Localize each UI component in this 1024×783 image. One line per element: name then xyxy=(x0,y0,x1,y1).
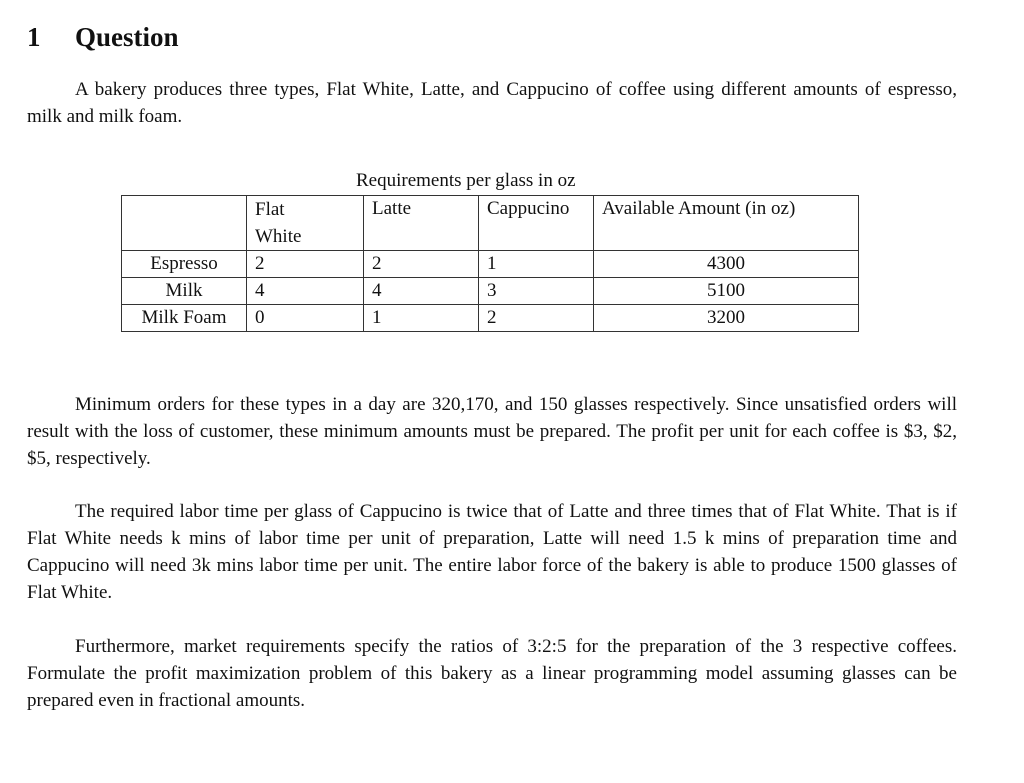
cell-milk-foam-flat-white: 0 xyxy=(247,305,364,332)
cell-milk-flat-white: 4 xyxy=(247,278,364,305)
header-flat-white-line2: White xyxy=(255,226,302,247)
header-flat-white-line1: Flat xyxy=(255,199,285,220)
cell-espresso-available: 4300 xyxy=(594,251,859,278)
table-row xyxy=(122,278,859,305)
cell-espresso-cappucino: 1 xyxy=(479,251,594,278)
labor-paragraph: The required labor time per glass of Cappucino is twice that of Latte and three times that of Flat White. That is if Flat White needs k mins of labor time per unit of preparation, Latte will need 1.5 k mins of preparation time and Cappucino will need 3k mins labor time per unit. The entire labor force of the bakery is able to produce 1500 glasses of Flat White. xyxy=(27,501,957,603)
header-flat-white xyxy=(247,196,364,251)
table-row xyxy=(122,251,859,278)
cell-espresso-flat-white: 2 xyxy=(247,251,364,278)
cell-milk-foam-cappucino: 2 xyxy=(479,305,594,332)
cell-milk-foam-available: 3200 xyxy=(594,305,859,332)
row-label-milk: Milk xyxy=(122,278,247,305)
header-available: Available Amount (in oz) xyxy=(594,196,859,251)
header-blank xyxy=(122,196,247,251)
header-cappucino: Cappucino xyxy=(479,196,594,251)
section-heading xyxy=(27,22,179,53)
ratios-paragraph: Furthermore, market requirements specify the ratios of 3:2:5 for the preparation of the 3 respective coffees. Formulate the profit maximization problem of this bakery as a linear programming model assuming glasses can be prepared even in fractional amounts. xyxy=(27,636,957,711)
table-row xyxy=(122,305,859,332)
table-caption: Requirements per glass in oz xyxy=(356,170,576,191)
requirements-table xyxy=(121,195,859,332)
row-label-espresso: Espresso xyxy=(122,251,247,278)
cell-milk-latte: 4 xyxy=(364,278,479,305)
section-title: Question xyxy=(75,22,179,52)
header-latte: Latte xyxy=(364,196,479,251)
orders-paragraph: Minimum orders for these types in a day are 320,170, and 150 glasses respectively. Since unsatisfied orders will result with the loss of customer, these minimum amounts must be prepared. The profit per unit for each coffee is $3, $2, $5, respectively. xyxy=(27,394,957,469)
section-number: 1 xyxy=(27,22,41,52)
table-header-row xyxy=(122,196,859,251)
intro-paragraph: A bakery produces three types, Flat White, Latte, and Cappucino of coffee using different amounts of espresso, milk and milk foam. xyxy=(27,79,957,127)
cell-milk-available: 5100 xyxy=(594,278,859,305)
cell-milk-cappucino: 3 xyxy=(479,278,594,305)
cell-espresso-latte: 2 xyxy=(364,251,479,278)
cell-milk-foam-latte: 1 xyxy=(364,305,479,332)
row-label-milk-foam: Milk Foam xyxy=(122,305,247,332)
